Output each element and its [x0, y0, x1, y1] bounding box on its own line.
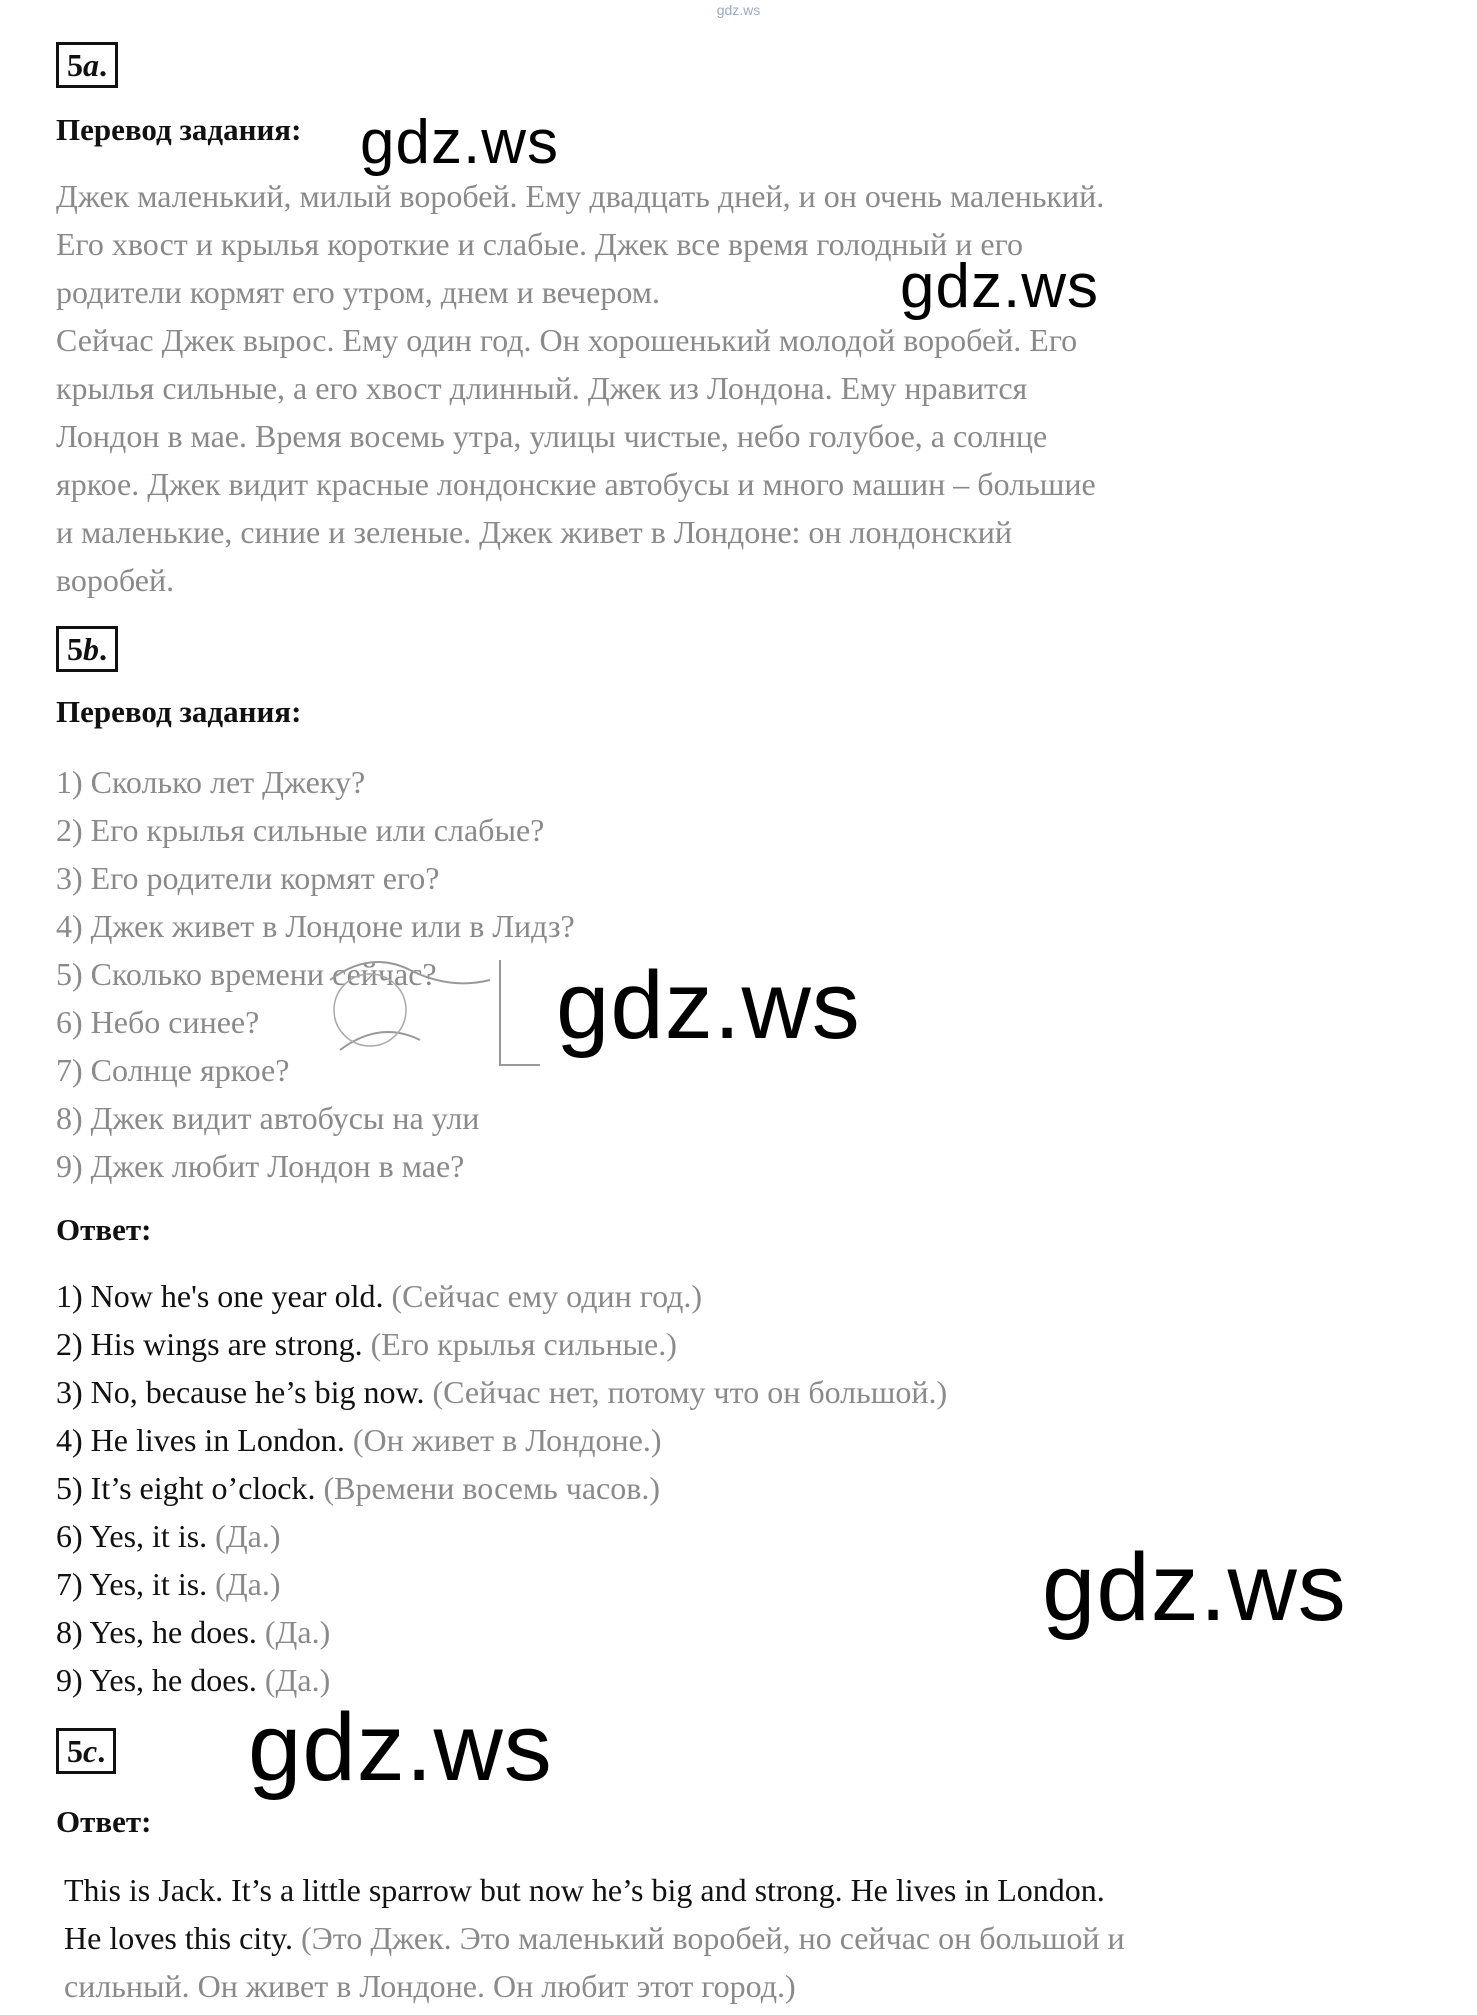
- label-letter: a: [83, 47, 99, 83]
- answer-russian: (Сейчас нет, потому что он большой.): [432, 1374, 948, 1410]
- heading-task-translation-b: Перевод задания:: [56, 694, 302, 729]
- heading-answer-b: Ответ:: [56, 1212, 152, 1247]
- text-line: [64, 1914, 1364, 1962]
- answer-english: 1) Now he's one year old.: [56, 1278, 384, 1314]
- exercise-label-5a: 5a.: [56, 42, 118, 88]
- answer-english: He loves this city.: [64, 1920, 293, 1956]
- answer-english: 6) Yes, it is.: [56, 1518, 208, 1554]
- answer-text-c: [64, 1866, 1364, 2010]
- answer-list: [56, 1272, 947, 1704]
- list-item: 9) Джек любит Лондон в мае?: [56, 1148, 465, 1184]
- text-line: воробей.: [56, 562, 175, 598]
- watermark: gdz.ws: [248, 1694, 553, 1801]
- list-item: 6) Небо синее?: [56, 1004, 260, 1040]
- exercise-label-5c: 5c.: [56, 1728, 116, 1774]
- site-mark: gdz.ws: [716, 2, 761, 18]
- list-item: [56, 1464, 947, 1512]
- scribble-mark: [300, 940, 560, 1080]
- answer-english: 2) His wings are strong.: [56, 1326, 363, 1362]
- text-line: This is Jack. It’s a little sparrow but now he’s big and strong. He lives in London.: [64, 1872, 1105, 1908]
- list-item: [56, 1320, 947, 1368]
- answer-russian: (Сейчас ему один год.): [391, 1278, 703, 1314]
- list-item: 3) Его родители кормят его?: [56, 860, 440, 896]
- list-item: [56, 1272, 947, 1320]
- text-line: крылья сильные, а его хвост длинный. Джек из Лондона. Ему нравится: [56, 370, 1028, 406]
- answer-russian: (Это Джек. Это маленький воробей, но сейчас он большой и: [301, 1920, 1125, 1956]
- text-line: Сейчас Джек вырос. Ему один год. Он хорошенький молодой воробей. Его: [56, 322, 1078, 358]
- text-line: родители кормят его утром, днем и вечером.: [56, 274, 660, 310]
- label-number: 5: [67, 47, 83, 83]
- answer-russian: (Да.): [215, 1566, 281, 1602]
- text-line: сильный. Он живет в Лондоне. Он любит этот город.): [64, 1968, 796, 2004]
- watermark: gdz.ws: [900, 252, 1099, 321]
- label-number: 5: [67, 1733, 83, 1769]
- answer-russian: (Времени восемь часов.): [323, 1470, 660, 1506]
- list-item: 2) Его крылья сильные или слабые?: [56, 812, 545, 848]
- label-number: 5: [67, 631, 83, 667]
- list-item: 5) Сколько времени сейчас?: [56, 956, 437, 992]
- heading-answer-c: Ответ:: [56, 1804, 152, 1839]
- answer-english: 3) No, because he’s big now.: [56, 1374, 425, 1410]
- list-item: 8) Джек видит автобусы на ули: [56, 1100, 480, 1136]
- list-item: [56, 1416, 947, 1464]
- answer-english: 4) He lives in London.: [56, 1422, 345, 1458]
- answer-english: 5) It’s eight o’clock.: [56, 1470, 316, 1506]
- heading-task-translation-a: Перевод задания:: [56, 112, 302, 147]
- answer-english: 8) Yes, he does.: [56, 1614, 257, 1650]
- text-line: и маленькие, синие и зеленые. Джек живет в Лондоне: он лондонский: [56, 514, 1013, 550]
- answer-english: 9) Yes, he does.: [56, 1662, 257, 1698]
- exercise-label-5b: 5b.: [56, 626, 118, 672]
- text-line: яркое. Джек видит красные лондонские автобусы и много машин – большие: [56, 466, 1096, 502]
- watermark: gdz.ws: [360, 108, 559, 177]
- answer-russian: (Да.): [215, 1518, 281, 1554]
- list-item: [56, 1512, 947, 1560]
- list-item: 1) Сколько лет Джеку?: [56, 764, 366, 800]
- list-item: [56, 1560, 947, 1608]
- answer-russian: (Да.): [264, 1662, 331, 1698]
- list-item: 7) Солнце яркое?: [56, 1052, 290, 1088]
- text-line: Джек маленький, милый воробей. Ему двадцать дней, и он очень маленький.: [56, 178, 1105, 214]
- list-item: [56, 1608, 947, 1656]
- answer-russian: (Его крылья сильные.): [370, 1326, 677, 1362]
- answer-russian: (Он живет в Лондоне.): [352, 1422, 662, 1458]
- text-line: Его хвост и крылья короткие и слабые. Джек все время голодный и его: [56, 226, 1023, 262]
- text-line: Лондон в мае. Время восемь утра, улицы чистые, небо голубое, а солнце: [56, 418, 1048, 454]
- list-item: [56, 1368, 947, 1416]
- answer-english: 7) Yes, it is.: [56, 1566, 208, 1602]
- translation-text-a: [56, 172, 1356, 604]
- answer-russian: (Да.): [264, 1614, 331, 1650]
- watermark: gdz.ws: [556, 952, 861, 1059]
- label-letter: b: [83, 631, 99, 667]
- list-item: 4) Джек живет в Лондоне или в Лидз?: [56, 908, 575, 944]
- watermark: gdz.ws: [1042, 1534, 1347, 1641]
- label-letter: c: [83, 1733, 98, 1769]
